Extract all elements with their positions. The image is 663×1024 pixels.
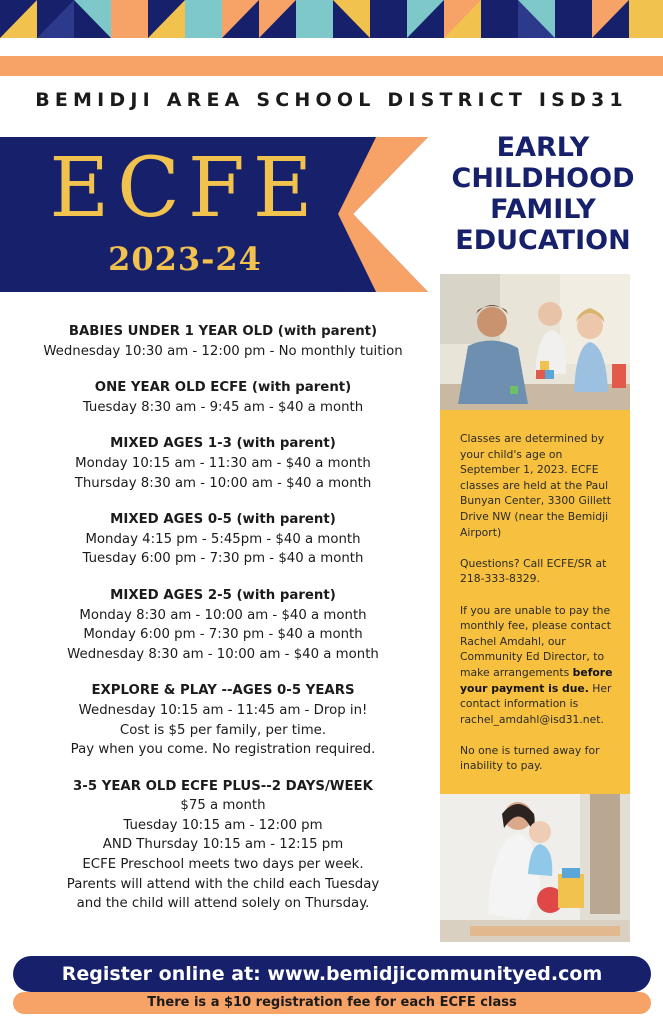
program-name [428,132,658,256]
info-paragraph-turned-away: No one is turned away for inability to pay. [460,743,600,773]
section-line: Wednesday 10:15 am - 11:45 am - Drop in! [78,702,368,718]
section-line: Pay when you come. No registration required. [70,742,376,758]
district-title: BEMIDJI AREA SCHOOL DISTRICT ISD31 [35,89,628,111]
section-heading: MIXED AGES 2-5 (with parent) [110,587,336,603]
ecfe-year: 2023-24 [108,240,262,278]
section-line: Tuesday 6:00 pm - 7:30 pm - $40 a month [82,551,364,567]
info-paragraph-payment [460,603,625,728]
schedule-section [14,777,432,914]
section-line: Cost is $5 per family, per time. [119,722,327,738]
registration-fee-note: There is a $10 registration fee for each ECFE class [147,995,517,1010]
payment-text-bold: before your payment is due. [460,665,613,695]
schedule-section [14,322,432,361]
info-paragraph-location: Classes are determined by your child's age on September 1, 2023. ECFE classes are held at the Paul Bunyan Center, 3300 Gillett Drive NW (near the Bemidji Airport) [460,432,611,539]
section-line: Wednesday 8:30 am - 10:00 am - $40 a month [67,646,379,662]
program-name-line: CHILDHOOD [451,163,635,194]
section-line: Monday 10:15 am - 11:30 am - $40 a month [75,455,371,471]
section-heading: MIXED AGES 0-5 (with parent) [110,512,336,528]
section-heading: ONE YEAR OLD ECFE (with parent) [94,380,352,396]
class-schedule [14,322,432,931]
register-online-link[interactable]: Register online at: www.bemidjicommunityed.com [61,963,603,985]
section-line: AND Thursday 10:15 am - 12:15 pm [102,837,344,853]
payment-text-before: If you are unable to pay the monthly fee, please contact Rachel Amdahl, our Community Ed Director, to make arrangements [460,603,612,679]
mother-child-photo [440,794,630,942]
ecfe-title: ECFE [49,141,321,236]
section-line: Monday 4:15 pm - 5:45pm - $40 a month [85,531,361,547]
section-line: ECFE Preschool meets two days per week. [82,857,364,873]
section-line: Wednesday 10:30 am - 12:00 pm - No monthly tuition [43,343,403,359]
program-name-line: EARLY [496,132,590,163]
section-heading: MIXED AGES 1-3 (with parent) [110,436,336,452]
schedule-section [14,434,432,493]
section-heading: BABIES UNDER 1 YEAR OLD (with parent) [68,324,378,339]
section-heading: 3-5 YEAR OLD ECFE PLUS--2 DAYS/WEEK [73,778,373,794]
section-line: Monday 8:30 am - 10:00 am - $40 a month [79,607,367,623]
program-name-line: EDUCATION [455,225,631,256]
top-geometric-pattern [0,0,663,38]
info-paragraph-questions: Questions? Call ECFE/SR at 218-333-8329. [460,556,607,586]
section-heading: EXPLORE & PLAY --AGES 0-5 YEARS [91,683,355,699]
section-line: Parents will attend with the child each Tuesday [66,876,380,892]
section-line: and the child will attend solely on Thursday. [76,896,370,912]
program-name-line: FAMILY [490,194,596,225]
section-line: Tuesday 10:15 am - 12:00 pm [123,817,323,833]
orange-accent-band [0,56,663,76]
schedule-section [14,378,432,417]
schedule-section [14,586,432,664]
section-line: Monday 6:00 pm - 7:30 pm - $40 a month [83,627,363,643]
schedule-section [14,681,432,759]
family-play-photo [440,274,630,410]
section-line: Thursday 8:30 am - 10:00 am - $40 a month [74,475,372,491]
payment-text-after: Her contact information is rachel_amdahl@isd31.net. [460,681,612,726]
section-line: Tuesday 8:30 am - 9:45 am - $40 a month [82,399,364,415]
info-text [460,431,625,790]
schedule-section [14,510,432,569]
section-line: $75 a month [180,798,266,814]
